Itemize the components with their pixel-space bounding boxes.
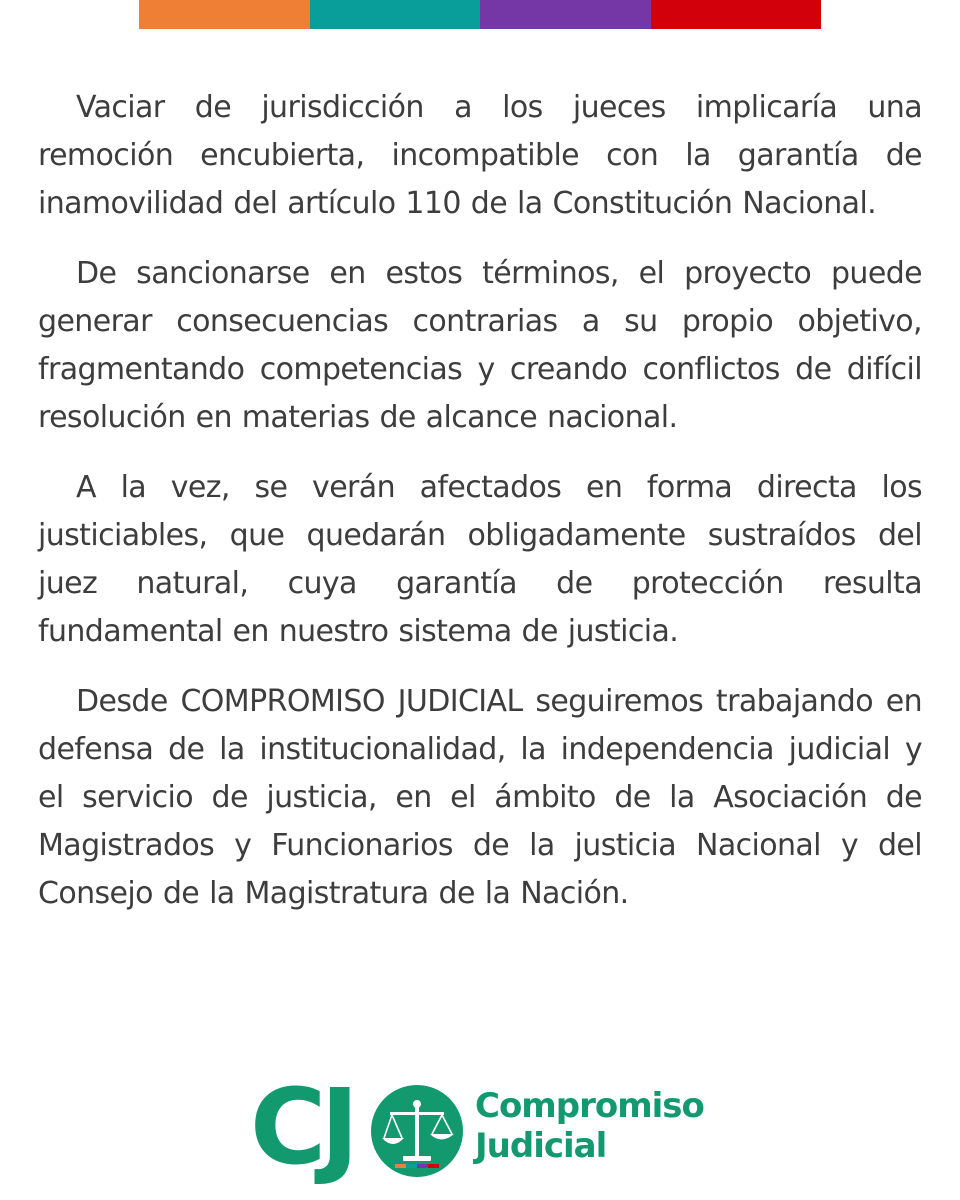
color-stripe-purple bbox=[480, 0, 651, 29]
color-stripe-orange bbox=[139, 0, 310, 29]
logo-wordmark-line1: Compromiso bbox=[475, 1086, 704, 1126]
color-stripe-red bbox=[651, 0, 822, 29]
paragraph-3: A la vez, se verán afectados en forma directa los justiciables, que quedarán obligadamente sustraídos del juez natural, cuya garantía de protección resulta fundamental en nuestro sistema de justicia. bbox=[38, 470, 922, 649]
compromiso-judicial-logo bbox=[250, 1066, 720, 1188]
logo-wordmark-line2: Judicial bbox=[475, 1126, 607, 1166]
paragraph-1: Vaciar de jurisdicción a los jueces implicaría una remoción encubierta, incompatible con la garantía de inamovilidad del artículo 110 de la Constitución Nacional. bbox=[38, 90, 922, 221]
paragraph-4: Desde COMPROMISO JUDICIAL seguiremos trabajando en defensa de la institucionalidad, la independencia judicial y el servicio de justicia, en el ámbito de la Asociación de Magistrados y Funcionarios de la justicia Nacional y del Consejo de la Magistratura de la Nación. bbox=[38, 684, 922, 911]
scales-of-justice-icon bbox=[370, 1084, 464, 1178]
logo-wordmark bbox=[475, 1086, 704, 1166]
logo-letters: CJ bbox=[250, 1066, 354, 1188]
color-stripe-teal bbox=[310, 0, 481, 29]
paragraph-2: De sancionarse en estos términos, el proyecto puede generar consecuencias contrarias a su propio objetivo, fragmentando competencias y creando conflictos de difícil resolución en materias de alcance nacional. bbox=[38, 256, 922, 435]
statement-body bbox=[38, 84, 922, 940]
color-stripe-bar bbox=[139, 0, 821, 29]
